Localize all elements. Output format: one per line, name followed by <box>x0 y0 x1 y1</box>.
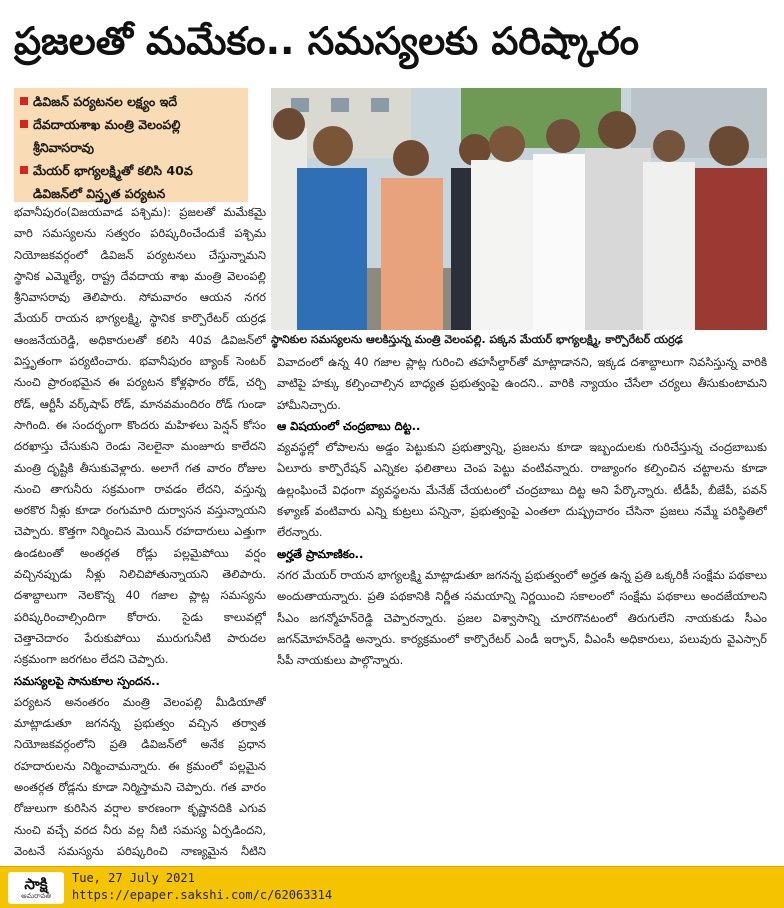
highlight-item <box>20 159 242 205</box>
publication-date: Tue, 27 July 2021 <box>72 871 195 885</box>
paragraph: నగర మేయర్ రాయన భాగ్యలక్ష్మి మాట్లాడుతూ జగనన్న ప్రభుత్వంలో అర్హత ఉన్న ప్రతి ఒక్కరికీ సంక్షేమ పథకాలు అందుతాయన్నారు. ప్రతి పథకానికి నిర్ణీత సమయాన్ని నిర్ణయించి సకాలంలో సంక్షేమ పథకాలు అందజేయాలని సీఎం జగన్మోహన్‌రెడ్డి చెప్పారన్నారు. ప్రజల విశ్వాసాన్ని చూరగొనటంలో తిరుగులేని నాయకుడు సీఎం జగన్‌మోహన్‌రెడ్డి అన్నారు. కార్యక్రమంలో కార్పొరేటర్ ఎండీ ఇర్ఫాన్, వీఎంసీ అధికారులు, పలువురు వైఎస్సార్ సీపీ నాయకులు పాల్గొన్నారు. <box>277 567 767 668</box>
headline: ప్రజలతో మమేకం.. సమస్యలకు పరిష్కారం <box>14 19 640 63</box>
paragraph: భవానీపురం(విజయవాడ పశ్చిమ): ప్రజలతో మమేకమై వారి సమస్యలను సత్వరం పరిష్కరించేందుకే పశ్చిమ నియోజకవర్గంలో డివిజన్ పర్యటనలు చేస్తున్నామని స్థానిక ఎమ్మెల్యే, రాష్ట్ర దేవదాయ శాఖ మంత్రి వెలంపల్లి శ్రీనివాసరావు తెలిపారు. సోమవారం ఆయన నగర మేయర్ రాయన భాగ్యలక్ష్మి, స్థానిక కార్పొరేటర్ యర్రఢ ఆంజనేయరెడ్డి, అధికారులతో కలిసి 40వ డివిజన్‌లో విస్తృతంగా పర్యటించారు. భవానీపురం బ్యాంక్ సెంటర్ నుంచి ప్రారంభమైన ఈ పర్యటన కోళ్లఫారం రోడ్, చర్చి రోడ్, ఆర్టీసీ వర్క్‌షాప్ రోడ్, మానవమందిరం రోడ్ గుండా సాగింది. ఈ సందర్భంగా కొందరు మహిళలు పెన్షన్ కోసం దరఖాస్తు చేసుకుని రెండు నెలలైనా మంజూరు కాలేదని మంత్రి దృష్టికి తీసుకువెళ్లారు. అలాగే గత వారం రోజుల నుంచి తాగునీరు సక్రమంగా రావడం లేదని, వస్తున్న అరకొర నీళ్లు కూడా రంగుమారి దుర్వాసన వస్తున్నాయని చెప్పారు. కొత్తగా నిర్మించిన మెయిన్ రహదారులు ఎత్తుగా ఉండటంతో అంతర్గత రోడ్లు పల్లమైపోయి వర్షం వచ్చినప్పుడు నీళ్లు నిలిచిపోతున్నాయని తెలిపారు. దశాబ్దాలుగా నెలకొన్న 40 గజాల ప్లాట్ల సమస్యను పరిష్కరించాల్సిందిగా కోరారు. సైడు కాలువల్లో చెత్తాచెదారం పేరుకుపోయి మురుగునీటి పారుదల సక్రమంగా జరగటం లేదని చెప్పారు. <box>14 205 266 667</box>
bullet-icon <box>20 166 28 174</box>
news-photo <box>271 88 767 330</box>
paragraph: వ్యవస్థల్లో లోపాలను అడ్డం పెట్టుకుని ప్రభుత్వాన్ని, ప్రజలను కూడా ఇబ్బందులకు గురిచేస్తున్న చంద్రబాబుకు ఏలూరు కార్పొరేషన్ ఎన్నికల ఫలితాలు చెంప పెట్టు వంటివన్నారు. రాజ్యాంగం కల్పించిన చట్టాలను కూడా ఉల్లంఘించే విధంగా వ్యవస్థలను మేనేజ్ చేయటంలో చంద్రబాబు దిట్ట అని పేర్కొన్నారు. టీడీపీ, బీజేపీ, పవన్ కళ్యాణ్ వంటివారు ఎన్ని కుట్రలు పన్నినా, ప్రభుత్వంపై ఎంతలా దుష్ప్రచారం చేసినా ప్రజలు నమ్మే పరిస్థితిలో లేరన్నారు. <box>277 440 767 540</box>
highlight-text: డివిజన్ పర్యటనల లక్ష్యం ఇదే <box>33 94 178 109</box>
logo-edition: అమరావతి <box>21 891 51 900</box>
article-column-left <box>14 202 266 862</box>
subheading: అర్హతే ప్రామాణికం.. <box>277 546 364 561</box>
subheading: సమస్యలపై సానుకూల స్పందన.. <box>14 673 160 688</box>
highlights-box <box>14 88 248 202</box>
paragraph: పర్యటన అనంతరం మంత్రి వెలంపల్లి మీడియాతో మాట్లాడుతూ జగనన్న ప్రభుత్వం వచ్చిన తర్వాత నియోజకవర్గంలోని ప్రతి డివిజన్‌లో అనేక ప్రధాన రహదారులను నిర్మించామన్నారు. ఈ క్రమంలో పల్లమైన అంతర్గత రోడ్లను కూడా నిర్మిస్తామని చెప్పారు. గత వారం రోజులుగా కురిసిన వర్షాల కారణంగా కృష్ణానదికి ఎగువ నుంచి వచ్చే వరద నీరు వల్ల నీటి సమస్య ఏర్పడిందని, వెంటనే సమస్యను పరిష్కరించి నాణ్యమైన నీటిని <box>14 694 266 858</box>
highlight-text: మేయర్ భాగ్యలక్ష్మితో కలిసి 40వ డివిజన్‌లో విస్తృత పర్యటన <box>33 163 193 201</box>
bullet-icon <box>20 120 28 128</box>
epaper-footer <box>0 866 784 908</box>
sakshi-logo <box>8 872 64 904</box>
article-column-right <box>277 352 767 864</box>
crowd-photo-illustration <box>271 88 767 330</box>
highlight-item <box>20 113 242 159</box>
highlight-text: దేవదాయశాఖ మంత్రి వెలంపల్లి శ్రీనివాసరావు <box>33 117 181 155</box>
logo-text: సాక్షి <box>24 874 48 893</box>
epaper-link[interactable]: https://epaper.sakshi.com/c/62063314 <box>72 888 333 902</box>
photo-caption: స్థానికుల సమస్యలను ఆలకిస్తున్న మంత్రి వెలంపల్లి. పక్కన మేయర్ భాగ్యలక్ష్మి, కార్పొరేటర్ యర్రఢ <box>271 330 767 349</box>
bullet-icon <box>20 97 28 105</box>
subheading: ఆ విషయంలో చంద్రబాబు దిట్ట.. <box>277 418 421 433</box>
paragraph: వివాదంలో ఉన్న 40 గజాల ప్లాట్ల గురించి తహసీల్దార్‌తో మాట్లాడానని, ఇక్కడ దశాబ్దాలుగా నివసిస్తున్న వారికి వాటిపై హక్కు కల్పించాల్సిన బాధ్యత ప్రభుత్వంపై ఉందని.. వారికి న్యాయం చేసేలా చర్యలు తీసుకుంటామని హామీనిచ్చారు. <box>277 355 767 412</box>
highlight-item <box>20 90 242 113</box>
